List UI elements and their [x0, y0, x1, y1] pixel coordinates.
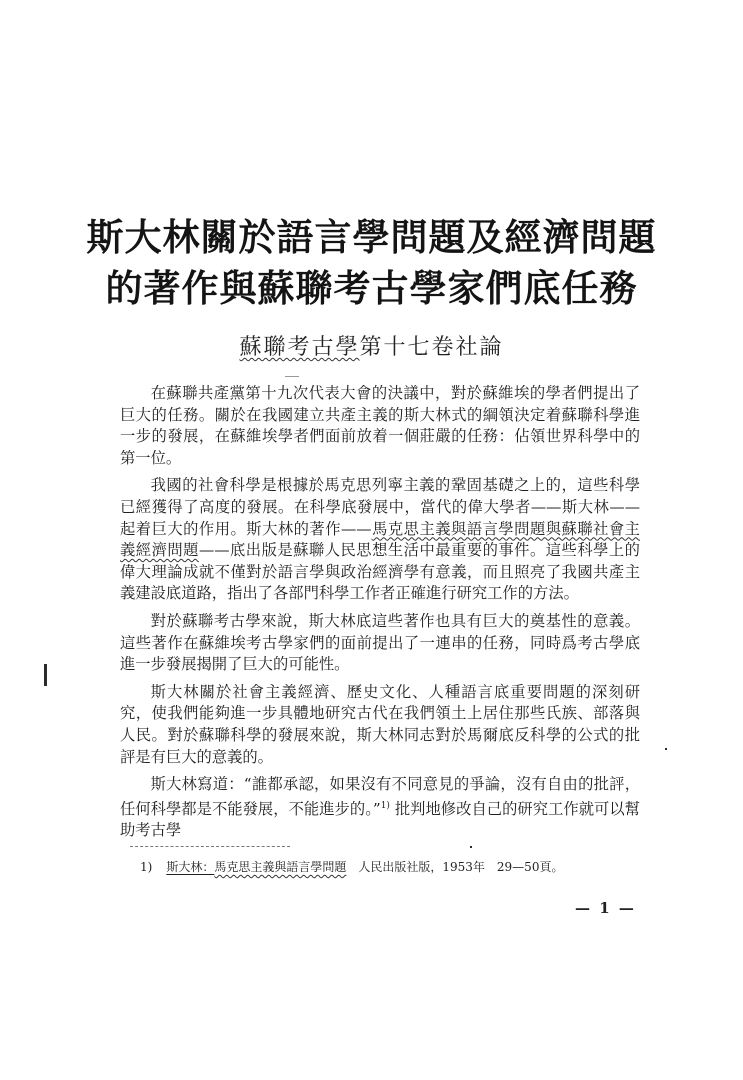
paragraph-3: 對於蘇聯考古學來說，斯大林底這些著作也具有巨大的奠基性的意義。這些著作在蘇維埃考古學家們的面前提出了一連串的任務，同時爲考古學底進一步發展揭開了巨大的可能性。: [120, 611, 640, 674]
scan-mark: [470, 846, 472, 848]
paragraph-5-quote: 斯大林寫道：“誰都承認，如果沒有不同意見的爭論，沒有自由的批評，任何科學都是不能發展，不能進步的。”: [120, 775, 640, 818]
subtitle-journal: 蘇聯考古學: [239, 335, 360, 360]
page-number: — 1 —: [575, 899, 636, 917]
subtitle: [0, 330, 743, 361]
footnote-work: 馬克思主義與語言學問題: [214, 860, 347, 874]
title-line-1: 斯大林關於語言學問題及經濟問題: [86, 215, 657, 259]
scan-mark: [285, 376, 299, 377]
paragraph-2-work-titles: 馬克思主義與語言學問題與蘇聯社會主義經濟問題: [120, 519, 640, 560]
footnote: [140, 858, 563, 875]
paragraph-5: [120, 774, 640, 842]
paragraph-2: [120, 475, 640, 605]
paragraph-2-end: ——底出版是蘇聯人民思想生活中最重要的事件。這些科學上的偉大理論成就不僅對於語言學與政治經濟學有意義，而且照亮了我國共產主義建設底道路，指出了各部門科學工作者正確進行研究工作的方法。: [120, 541, 640, 603]
scan-mark: [44, 664, 47, 686]
scan-mark: [665, 748, 667, 750]
footnote-author: 斯大林：: [166, 860, 215, 874]
paragraph-2-start: 我國的社會科學是根據於馬克思列寧主義的鞏固基礎之上的，這些科學已經獲得了高度的發展。在科學底發展中，當代的偉大學者——斯大林——起着巨大的作用。斯大林的著作——: [120, 476, 640, 538]
footnote-number: 1): [140, 860, 153, 874]
paragraph-5-end: 批判地修改自己的研究工作就可以幫助考古學: [120, 799, 640, 840]
paragraph-4: 斯大林關於社會主義經濟、歷史文化、人種語言底重要問題的深刻研究，使我們能夠進一步具體地研究古代在我們領土上居住那些氏族、部落與人民。對於蘇聯科學的發展來說，斯大林同志對於馬爾底反科學的公式的批評是有巨大的意義的。: [120, 682, 640, 766]
footnote-ref: 1): [380, 800, 390, 811]
title-line-2: 的著作與蘇聯考古學家們底任務: [105, 266, 638, 310]
footnote-publisher: 人民出版社版，1953年 29—50頁。: [358, 860, 564, 874]
subtitle-rest: 第十七卷社論: [359, 335, 504, 360]
paragraph-1: 在蘇聯共產黨第十九次代表大會的決議中，對於蘇維埃的學者們提出了巨大的任務。關於在我國建立共產主義的斯大林式的綱領決定着蘇聯科學進一步的發展，在蘇維埃學者們面前放着一個莊嚴的任務：佔領世界科學中的第一位。: [120, 384, 640, 467]
body-text: [120, 383, 640, 848]
footnote-divider: [130, 846, 290, 847]
